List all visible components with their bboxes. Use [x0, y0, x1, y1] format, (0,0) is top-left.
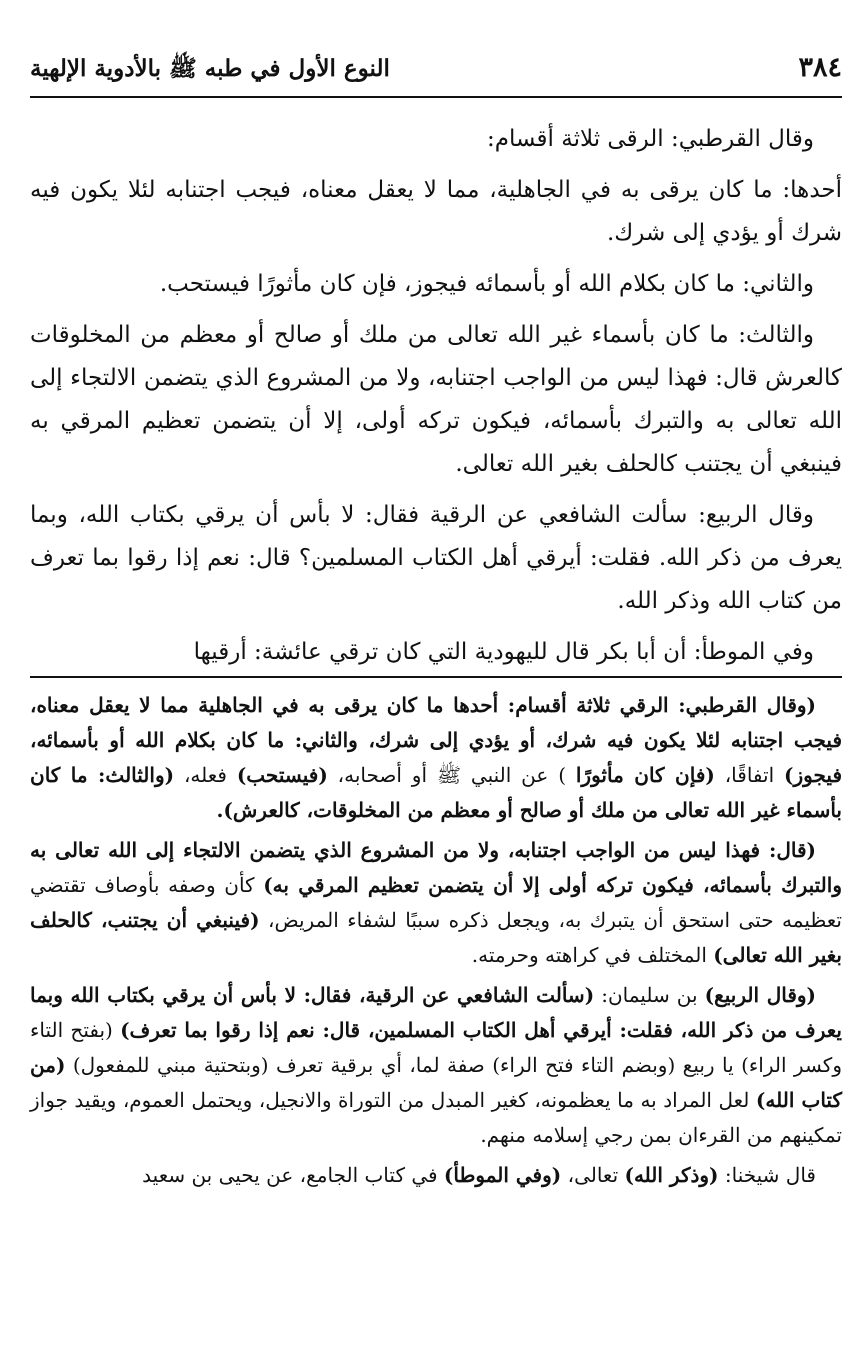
main-paragraph: والثالث: ما كان بأسماء غير الله تعالى من ملك أو صالح أو معظم من المخلوقات كالعرش قال: فهذا ليس من الواجب اجتنابه، ولا من المشروع الذي يتضمن الالتجاء إلى الله تعالى به والتبرك بأسمائه، فيكون تركه أولى، إلا أن يتضمن تعظيم المرقي به فينبغي أن يجتنب كالحلف بغير الله تعالى. — [30, 322, 842, 477]
main-paragraph: وقال القرطبي: الرقى ثلاثة أقسام: — [487, 126, 814, 152]
commentary-text: فعله، — [174, 763, 237, 787]
main-paragraph: وقال الربيع: سألت الشافعي عن الرقية فقال: لا بأس أن يرقي بكتاب الله، وبما يعرف من ذكر الله. فقلت: أيرقي أهل الكتاب المسلمين؟ قال: نعم إذا رقوا بما تعرف من كتاب الله وذكر الله. — [30, 502, 842, 614]
text-commentary-separator — [30, 676, 842, 678]
commentary-text: اتفاقًا، — [714, 763, 785, 787]
running-title: النوع الأول في طبه ﷺ بالأدوية الإلهية — [30, 55, 390, 82]
quoted-text: (من كتاب الله) — [30, 1053, 842, 1112]
commentary-text: تعالى، — [561, 1163, 625, 1187]
commentary-text: في كتاب الجامع، عن يحيى بن سعيد — [142, 1163, 444, 1187]
quoted-text: (فإن كان مأثورًا — [575, 763, 715, 787]
quoted-text: (وقال الربيع) — [704, 983, 817, 1007]
commentary-paragraph — [30, 833, 842, 973]
commentary-text: لعل المراد به ما يعظمونه، كغير المبدل من التوراة والانجيل، ويحتمل العموم، ويقيد جواز تمكينهم من القرءان بمن رجي إسلامه منهم. — [30, 1088, 842, 1147]
page-number: ٣٨٤ — [798, 52, 842, 83]
page-header — [30, 52, 842, 92]
main-paragraph: والثاني: ما كان بكلام الله أو بأسمائه فيجوز، فإن كان مأثورًا فيستحب. — [159, 271, 814, 297]
commentary-paragraph — [30, 688, 842, 828]
quoted-text: (والثالث: ما كان بأسماء غير الله تعالى من ملك أو صالح أو معظم من المخلوقات، كالعرش). — [30, 763, 842, 822]
main-paragraph: أحدها: ما كان يرقى به في الجاهلية، مما لا يعقل معناه، فيجب اجتنابه لئلا يكون فيه شرك أو يؤدي إلى شرك. — [30, 177, 842, 246]
commentary-text: كأن وصفه بأوصاف تقتضي تعظيمه حتى استحق أن يتبرك به، ويجعل ذكره سببًا لشفاء المريض، — [30, 873, 842, 932]
quoted-text: (فيستحب) — [236, 763, 328, 787]
quoted-text: (سألت الشافعي عن الرقية، فقال: لا بأس أن يرقي بكتاب الله وبما يعرف من ذكر الله، فقلت: أيرقي أهل الكتاب المسلمين، قال: نعم إذا رقوا بما تعرف) — [30, 983, 842, 1042]
main-text — [30, 118, 842, 682]
commentary-text: قال شيخنا: — [718, 1163, 816, 1187]
commentary-text: (بفتح التاء وكسر الراء) يا ربيع (وبضم التاء فتح الراء) صفة لما، أي برقية تعرف (وبتحتية مبني للمفعول) — [30, 1018, 842, 1077]
header-rule — [30, 96, 842, 98]
quoted-text: (فينبغي أن يجتنب، كالحلف بغير الله تعالى) — [30, 908, 842, 967]
commentary-paragraph — [30, 978, 842, 1153]
commentary-text: ) عن النبي ﷺ أو أصحابه، — [327, 763, 576, 787]
quoted-text: (وذكر الله) — [624, 1163, 719, 1187]
commentary-paragraph — [30, 1158, 842, 1193]
commentary-text: المختلف في كراهته وحرمته. — [471, 943, 714, 967]
quoted-text: (قال: فهذا ليس من الواجب اجتنابه، ولا من المشروع الذي يتضمن الالتجاء إلى الله تعالى به والتبرك بأسمائه، فيكون تركه أولى إلا أن يتضمن تعظيم المرقي به) — [30, 838, 842, 897]
commentary-section — [30, 688, 842, 1198]
quoted-text: (وفي الموطأ) — [443, 1163, 562, 1187]
quoted-text: (وقال القرطبي: الرقي ثلاثة أقسام: أحدها ما كان يرقى به في الجاهلية مما لا يعقل معناه، فيجب اجتنابه لئلا يكون فيه شرك، أو يؤدي إلى شرك، والثاني: ما كان بكلام الله أو بأسمائه، فيجوز) — [30, 693, 843, 787]
main-paragraph: وفي الموطأ: أن أبا بكر قال لليهودية التي كان ترقي عائشة: أرقيها — [193, 639, 814, 665]
commentary-text: بن سليمان: — [594, 983, 705, 1007]
